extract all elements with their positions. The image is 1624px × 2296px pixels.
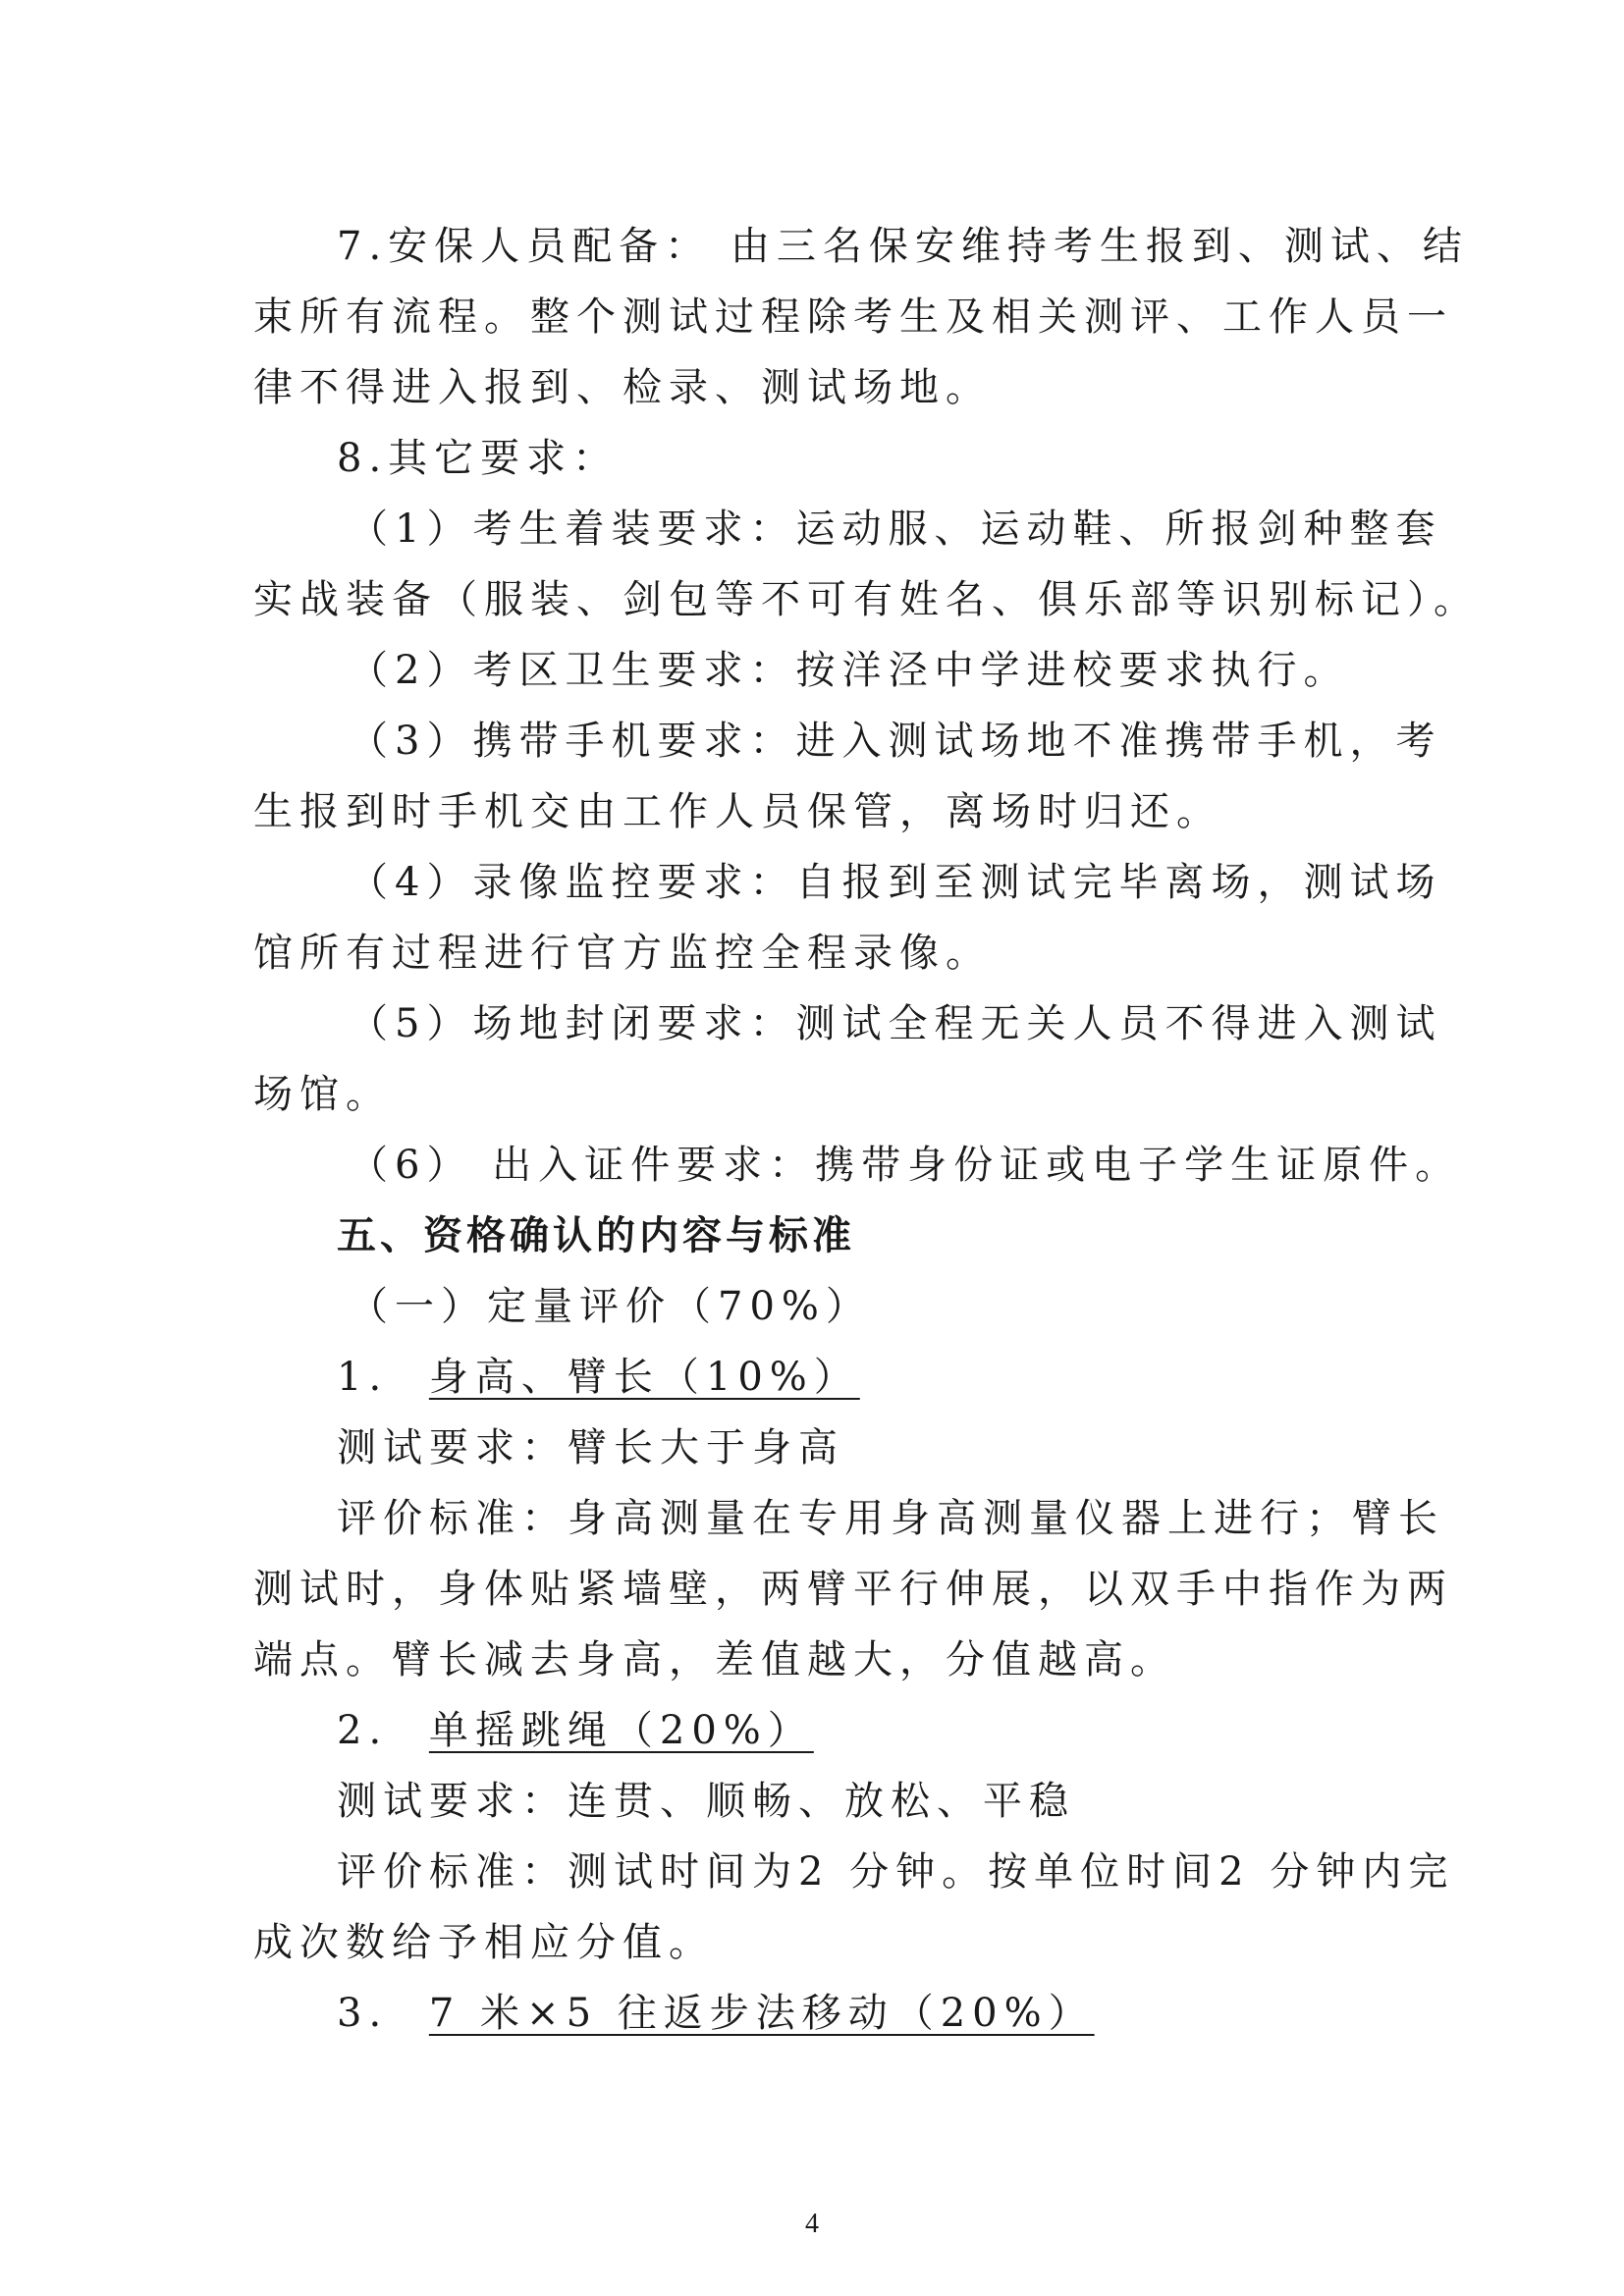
subsection-heading: （一）定量评价（70%）	[349, 1284, 872, 1329]
text-line: 成次数给予相应分值。	[253, 1920, 715, 1965]
text-line: 评价标准：测试时间为2 分钟。按单位时间2 分钟内完	[337, 1849, 1455, 1895]
item-title: 7 米×5 往返步法移动（20%）	[428, 1991, 1095, 2036]
text-line: 实战装备（服装、剑包等不可有姓名、俱乐部等识别标记）。	[253, 577, 1480, 622]
text-line: （2）考区卫生要求：按洋泾中学进校要求执行。	[349, 648, 1350, 693]
item-number: 2.	[337, 1708, 389, 1753]
item-title: 单摇跳绳（20%）	[428, 1708, 814, 1753]
text-line: 测试要求：连贯、顺畅、放松、平稳	[337, 1779, 1075, 1824]
text-line: 束所有流程。整个测试过程除考生及相关测评、工作人员一	[253, 294, 1453, 340]
item-number: 3.	[337, 1991, 389, 2036]
item-title: 身高、臂长（10%）	[428, 1355, 860, 1400]
text-line: 馆所有过程进行官方监控全程录像。	[253, 931, 992, 976]
text-line: 测试时，身体贴紧墙壁，两臂平行伸展，以双手中指作为两	[253, 1567, 1453, 1612]
text-line: 8.其它要求：	[337, 436, 620, 481]
text-line: （1）考生着装要求：运动服、运动鞋、所报剑种整套	[349, 507, 1442, 552]
item-heading	[337, 1350, 860, 1405]
text-line: 7.安保人员配备： 由三名保安维持考生报到、测试、结	[337, 224, 1469, 269]
page-number: 4	[805, 2209, 819, 2239]
text-line: （6） 出入证件要求：携带身份证或电子学生证原件。	[349, 1143, 1462, 1188]
item-number: 1.	[337, 1355, 389, 1400]
text-line: 评价标准：身高测量在专用身高测量仪器上进行；臂长	[337, 1496, 1444, 1541]
text-line: 端点。臂长减去身高，差值越大，分值越高。	[253, 1637, 1176, 1682]
text-line: 生报到时手机交由工作人员保管，离场时归还。	[253, 789, 1222, 834]
item-heading	[337, 1986, 1095, 2041]
text-line: （5）场地封闭要求：测试全程无关人员不得进入测试	[349, 1001, 1442, 1046]
text-line: 律不得进入报到、检录、测试场地。	[253, 365, 992, 410]
text-line: （4）录像监控要求：自报到至测试完毕离场，测试场	[349, 860, 1442, 905]
item-heading	[337, 1703, 814, 1758]
text-line: 场馆。	[253, 1072, 392, 1117]
text-line: 测试要求：臂长大于身高	[337, 1425, 844, 1470]
text-line: （3）携带手机要求：进入测试场地不准携带手机，考	[349, 719, 1442, 764]
section-heading: 五、资格确认的内容与标准	[337, 1212, 855, 1258]
